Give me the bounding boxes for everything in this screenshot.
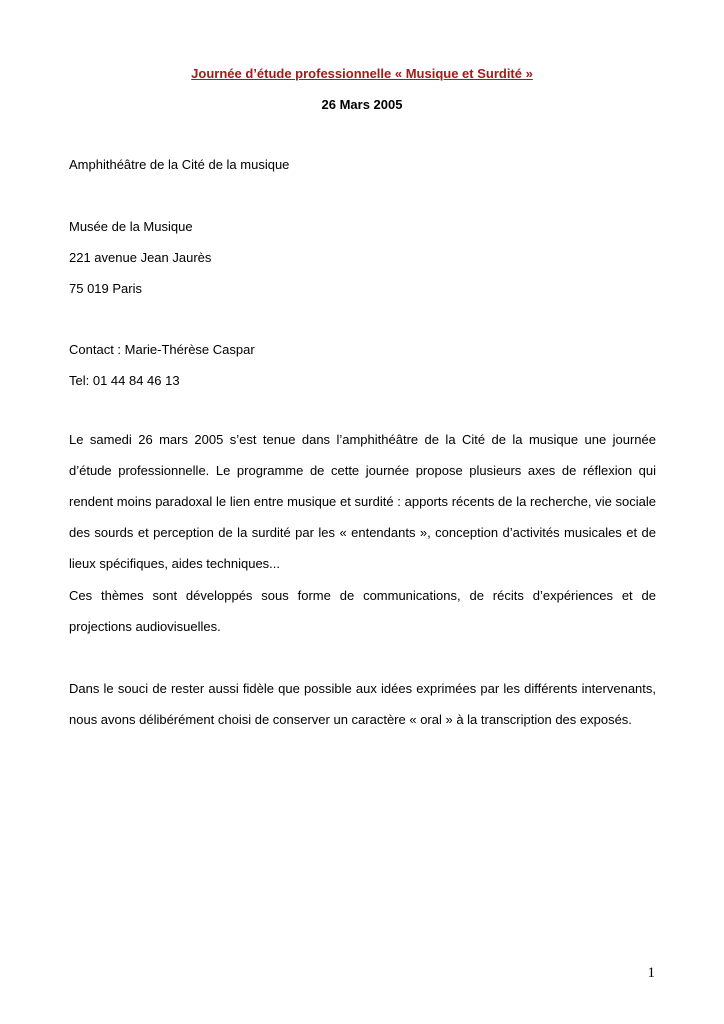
- body-paragraph-1: Le samedi 26 mars 2005 s’est tenue dans l’amphithéâtre de la Cité de la musique une journée d’étude professionnelle. Le programme de cette journée propose plusieurs axes de réflexion qui rendent moins paradoxal le lien entre musique et surdité : apports récents de la recherche, vie sociale des sourds et perception de la surdité par les « entendants », conception d’activités musicales et de lieux spécifiques, aides techniques...: [69, 432, 656, 571]
- document-title: Journée d’étude professionnelle « Musique et Surdité »: [191, 66, 533, 81]
- venue-line: Amphithéâtre de la Cité de la musique: [69, 157, 290, 172]
- body-paragraph-3: Dans le souci de rester aussi fidèle que possible aux idées exprimées par les différents intervenants, nous avons délibérément choisi de conserver un caractère « oral » à la transcription des exposés.: [69, 681, 656, 727]
- address-line-2: 221 avenue Jean Jaurès: [69, 250, 212, 265]
- document-date: 26 Mars 2005: [321, 97, 403, 112]
- address-line-3: 75 019 Paris: [69, 281, 142, 296]
- contact-line: Contact : Marie-Thérèse Caspar: [69, 342, 255, 357]
- tel-line: Tel: 01 44 84 46 13: [69, 373, 180, 388]
- body-paragraph-2: Ces thèmes sont développés sous forme de communications, de récits d’expériences et de projections audiovisuelles.: [69, 588, 656, 634]
- page-number: 1: [647, 965, 655, 981]
- address-line-1: Musée de la Musique: [69, 219, 193, 234]
